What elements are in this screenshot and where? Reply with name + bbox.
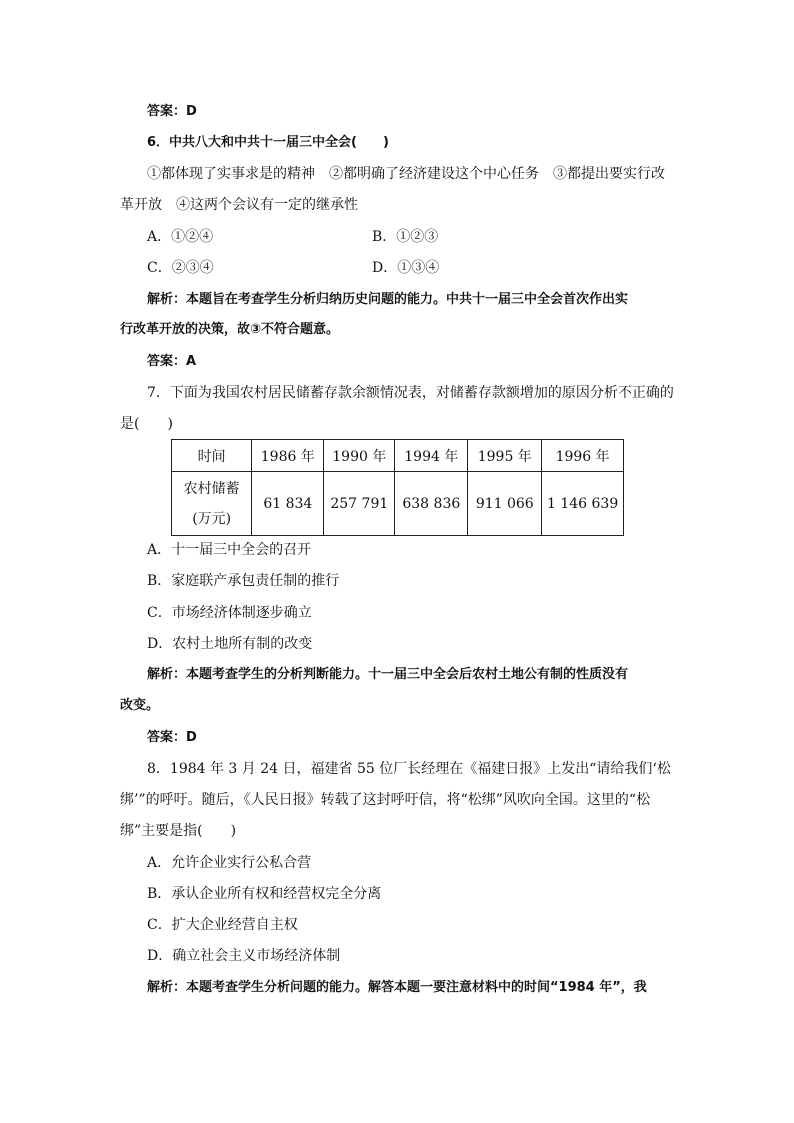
table-header-row xyxy=(172,440,624,472)
savings-table xyxy=(171,439,624,536)
q6-option-c: C．②③④ xyxy=(147,260,214,276)
q7-option-b: B．家庭联产承包责任制的推行 xyxy=(147,573,340,589)
q7-answer: 答案：D xyxy=(147,730,197,745)
table-row-label xyxy=(172,472,252,536)
table-year: 1995 年 xyxy=(468,440,542,472)
q6-answer: 答案：A xyxy=(147,354,197,369)
table-row xyxy=(172,472,624,536)
q6-option-b: B．①②③ xyxy=(372,229,439,245)
q7-option-d: D．农村土地所有制的改变 xyxy=(147,636,313,652)
q6-analysis-line1: 解析：本题旨在考查学生分析归纳历史问题的能力。中共十一届三中全会首次作出实 xyxy=(147,292,629,307)
table-cell: 911 066 xyxy=(468,472,542,536)
table-cell: 1 146 639 xyxy=(542,472,624,536)
q8-stem-line2: 绑’”的呼吁。随后，《人民日报》转载了这封呼吁信，将“松绑”风吹向全国。这里的“松 xyxy=(120,792,651,808)
row-label-line2: (万元) xyxy=(192,510,232,527)
q6-option-d: D．①③④ xyxy=(372,260,440,276)
table-year: 1986 年 xyxy=(252,440,324,472)
row-label-line1: 农村储蓄 xyxy=(183,480,240,497)
q8-option-a: A．允许企业实行公私合营 xyxy=(147,855,312,871)
q7-analysis-line1: 解析：本题考查学生的分析判断能力。十一届三中全会后农村土地公有制的性质没有 xyxy=(147,667,629,682)
q7-option-a: A．十一届三中全会的召开 xyxy=(147,542,312,558)
q8-option-d: D．确立社会主义市场经济体制 xyxy=(147,948,341,964)
q5-answer: 答案：D xyxy=(147,104,197,119)
q7-option-c: C．市场经济体制逐步确立 xyxy=(147,605,312,621)
q6-analysis-line2: 行改革开放的决策，故③不符合题意。 xyxy=(120,322,340,337)
table-year: 1994 年 xyxy=(395,440,468,472)
q6-statements-line2: 革开放 ④这两个会议有一定的继承性 xyxy=(120,197,358,213)
table-cell: 61 834 xyxy=(252,472,324,536)
table-header-label: 时间 xyxy=(172,440,252,472)
table-year: 1990 年 xyxy=(324,440,395,472)
q7-stem-line1: 7．下面为我国农村居民储蓄存款余额情况表，对储蓄存款额增加的原因分析不正确的 xyxy=(147,385,674,401)
table-year: 1996 年 xyxy=(542,440,624,472)
q8-stem-line3: 绑”主要是指( ) xyxy=(120,823,237,839)
q8-analysis-line1: 解析：本题考查学生分析问题的能力。解答本题一要注意材料中的时间“1984 年”，我 xyxy=(147,980,647,995)
q8-option-b: B．承认企业所有权和经营权完全分离 xyxy=(147,886,382,902)
q7-analysis-line2: 改变。 xyxy=(120,698,160,713)
q8-stem-line1: 8．1984 年 3 月 24 日，福建省 55 位厂长经理在《福建日报》上发出“请给我们‘松 xyxy=(147,761,671,777)
q6-statements-line1: ①都体现了实事求是的精神 ②都明确了经济建设这个中心任务 ③都提出要实行改 xyxy=(147,166,665,182)
q6-option-a: A．①②④ xyxy=(147,229,214,245)
q7-stem-line2: 是( ) xyxy=(120,416,173,432)
table-cell: 638 836 xyxy=(395,472,468,536)
table-cell: 257 791 xyxy=(324,472,395,536)
q8-option-c: C．扩大企业经营自主权 xyxy=(147,917,298,933)
q6-stem: 6．中共八大和中共十一届三中全会( ) xyxy=(147,135,389,150)
